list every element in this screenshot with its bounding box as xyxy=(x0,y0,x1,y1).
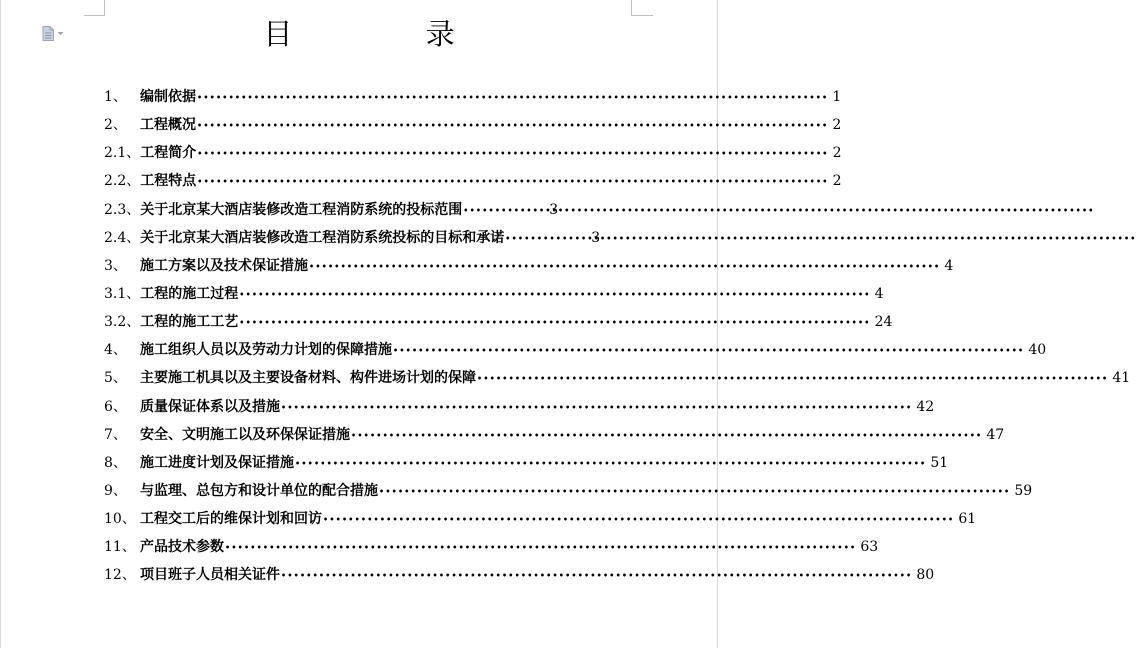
toc-entry-number: 2.1、 xyxy=(104,145,141,162)
toc-entry[interactable] xyxy=(104,280,884,308)
toc-entry-number: 7、 xyxy=(104,426,127,443)
toc-entry[interactable] xyxy=(104,308,893,336)
toc-entry-title: 安全、文明施工以及环保保证措施 xyxy=(140,426,350,443)
toc-entry-title: 施工方案以及技术保证措施 xyxy=(140,257,308,274)
toc-entry[interactable] xyxy=(104,505,977,533)
toc-entry[interactable] xyxy=(104,252,954,280)
toc-entry-title: 质量保证体系以及措施 xyxy=(140,398,280,415)
toc-dot-leader xyxy=(393,336,1024,364)
toc-entry[interactable] xyxy=(104,167,842,195)
toc-entry-page-number: 24 xyxy=(874,314,893,331)
toc-dot-leader xyxy=(309,252,940,280)
toc-dot-leader xyxy=(281,393,912,421)
toc-entry-title: 工程的施工工艺 xyxy=(140,314,239,331)
toc-dot-leader xyxy=(197,167,828,195)
toc-entry-title: 关于北京某大酒店装修改造工程消防系统的投标范围 xyxy=(140,201,463,218)
toc-entry-number: 2.3、 xyxy=(104,201,141,218)
toc-entry-page-number: 3 xyxy=(549,201,559,218)
toc-entry-page-number: 4 xyxy=(874,285,884,302)
toc-entry-title: 工程特点 xyxy=(140,173,197,190)
toc-entry-title: 施工组织人员以及劳动力计划的保障措施 xyxy=(140,342,392,359)
toc-entry-title: 与监理、总包方和设计单位的配合措施 xyxy=(140,482,378,499)
toc-entry-page-number: 47 xyxy=(986,426,1005,443)
toc-entry-page-number: 63 xyxy=(860,539,879,556)
toc-entry-number: 9、 xyxy=(104,482,127,499)
toc-entry-number: 1、 xyxy=(104,89,127,105)
toc-entry-page-number: 42 xyxy=(916,398,935,415)
page-title: 目 录 xyxy=(263,17,517,51)
page-border-left xyxy=(0,0,1,648)
toc-dot-leader xyxy=(379,477,1010,505)
toc-entry[interactable] xyxy=(104,336,1047,364)
toc-entry[interactable] xyxy=(104,111,842,139)
toc-entry-page-number: 41 xyxy=(1112,370,1131,387)
toc-entry-title: 关于北京某大酒店装修改造工程消防系统投标的目标和承诺 xyxy=(140,229,505,246)
toc-entry-number: 5、 xyxy=(104,370,127,387)
toc-dot-leader xyxy=(295,449,926,477)
toc-entry-title: 工程交工后的维保计划和回访 xyxy=(140,511,322,528)
toc-entry-number: 8、 xyxy=(104,454,127,471)
toc-dot-leader xyxy=(197,139,828,167)
toc-dot-leader xyxy=(239,308,870,336)
toc-entry-number: 4、 xyxy=(104,342,127,359)
toc-entry-number: 3.1、 xyxy=(104,285,141,302)
toc-entry-page-number: 2 xyxy=(832,117,842,134)
toc-entry-number: 12、 xyxy=(104,567,136,584)
toc-entry-number: 3.2、 xyxy=(104,314,141,331)
toc-dot-leader xyxy=(323,505,954,533)
toc-entry-page-number: 1 xyxy=(832,89,842,105)
toc-entry-page-number: 59 xyxy=(1014,482,1033,499)
toc-entry-page-number: 4 xyxy=(944,257,954,274)
toc-entry-number: 10、 xyxy=(104,511,136,528)
toc-entry[interactable] xyxy=(104,561,935,589)
toc-entry-page-number: 61 xyxy=(958,511,977,528)
toc-entry-number: 2.4、 xyxy=(104,229,141,246)
toc-entry-title: 施工进度计划及保证措施 xyxy=(140,454,294,471)
toc-dot-leader xyxy=(463,196,543,224)
toc-entry-title: 主要施工机具以及主要设备材料、构件进场计划的保障 xyxy=(140,370,476,387)
toc-entry-number: 2、 xyxy=(104,117,127,134)
toc-entry-title: 产品技术参数 xyxy=(140,539,224,556)
toc-entry-title: 工程简介 xyxy=(140,145,197,162)
toc-dot-leader xyxy=(239,280,870,308)
toc-entry[interactable] xyxy=(104,196,598,224)
toc-entry-page-number: 2 xyxy=(832,145,842,162)
toc-dot-leader xyxy=(197,83,828,111)
toc-entry-title: 编制依据 xyxy=(140,89,196,105)
toc-entry-number: 3、 xyxy=(104,257,127,274)
toc-dot-leader xyxy=(281,561,912,589)
toc-entry-page-number: 2 xyxy=(832,173,842,190)
toc-entry[interactable] xyxy=(104,533,879,561)
toc-entry[interactable] xyxy=(104,139,842,167)
toc-entry[interactable] xyxy=(104,83,842,111)
toc-entry[interactable] xyxy=(104,421,1005,449)
toc-entry-page-number: 51 xyxy=(930,454,949,471)
toc-dot-leader xyxy=(477,364,1108,392)
toc-entry-number: 6、 xyxy=(104,398,127,415)
toc-entry-page-number: 80 xyxy=(916,567,935,584)
toc-entry-page-number: 3 xyxy=(591,229,601,246)
toc-entry-number: 2.2、 xyxy=(104,173,141,190)
toc-dot-leader xyxy=(505,224,585,252)
toc-entry[interactable] xyxy=(104,364,1131,392)
toc-dot-leader xyxy=(225,533,856,561)
toc-entry[interactable] xyxy=(104,393,935,421)
toc-entry[interactable] xyxy=(104,477,1033,505)
toc-entry-page-number: 40 xyxy=(1028,342,1047,359)
toc-entry[interactable] xyxy=(104,224,601,252)
toc-entry-number: 11、 xyxy=(104,539,136,556)
toc-entry-title: 项目班子人员相关证件 xyxy=(140,567,280,584)
toc-entry[interactable] xyxy=(104,449,949,477)
toc-dot-leader xyxy=(197,111,828,139)
toc-entry-title: 工程概况 xyxy=(140,117,196,134)
toc-dot-leader xyxy=(351,421,982,449)
toc-entry-title: 工程的施工过程 xyxy=(140,285,239,302)
table-of-contents xyxy=(104,83,1131,590)
